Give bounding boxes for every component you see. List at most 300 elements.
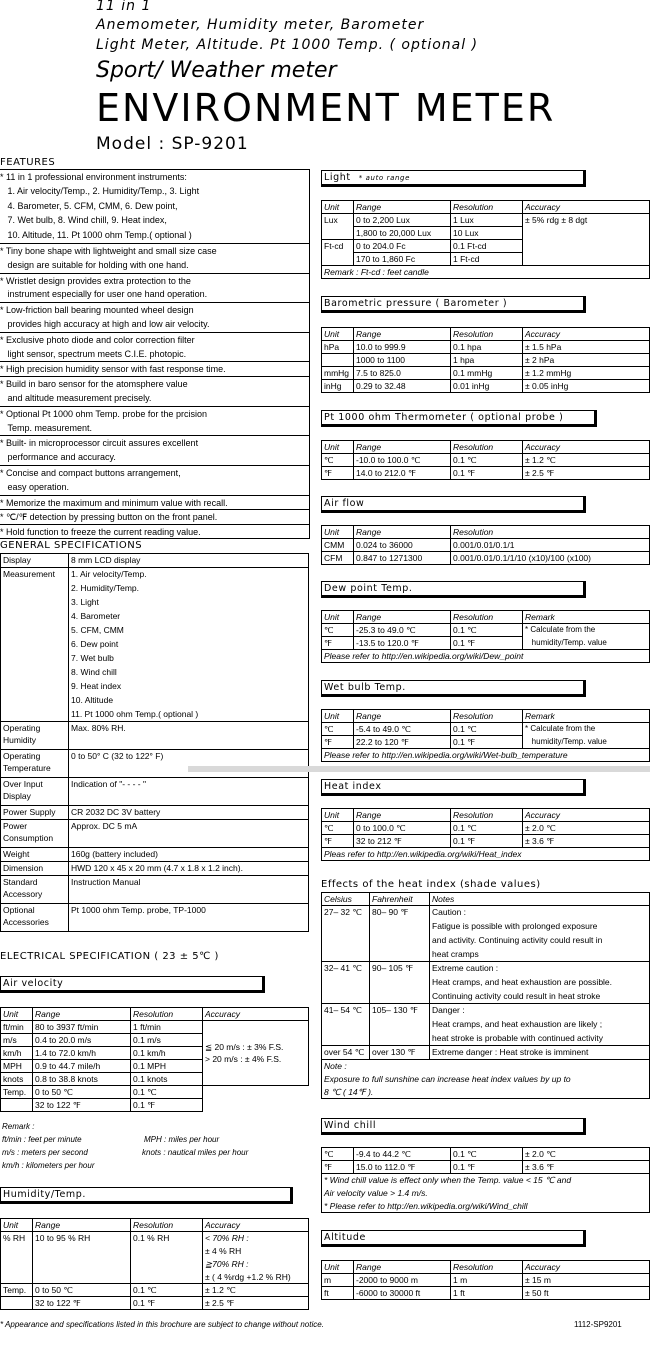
table-cell: 1 hpa — [451, 354, 523, 367]
table-row — [1, 806, 309, 820]
table-cell: 0.29 to 32.48 — [354, 380, 451, 393]
table-cell: Unit — [322, 611, 354, 624]
table-row — [1, 848, 309, 862]
table-cell: * Wind chill value is effect only when the Temp. value < 15 ℃ and — [322, 1174, 650, 1187]
table-row — [322, 637, 650, 650]
table-cell: m — [322, 1274, 354, 1287]
table-cell: 0.001/0.01/0.1/1 — [451, 539, 650, 552]
table-cell: Caution : — [430, 906, 650, 920]
table-cell: ℃ — [322, 454, 354, 467]
table-cell: ± 5% rdg ± 8 dgt — [523, 214, 650, 266]
humidity-table — [0, 1218, 309, 1310]
humidity-title: Humidity/Temp. — [0, 1187, 293, 1204]
page-title: ENVIRONMENT METER — [96, 86, 556, 130]
table-cell: 0.1 km/h — [131, 1047, 203, 1060]
table-cell: 1 Ft-cd — [451, 253, 523, 266]
table-cell: ℉ — [322, 835, 354, 848]
table-cell: ± 15 m — [523, 1274, 650, 1287]
table-cell: 15.0 to 112.0 ℉ — [354, 1161, 451, 1174]
table-cell: 80 to 3937 ft/min — [33, 1021, 131, 1034]
table-cell: HWD 120 x 45 x 20 mm (4.7 x 1.8 x 1.2 inch). — [69, 862, 309, 876]
feature-line: * Wristlet design provides extra protection to the — [0, 273, 310, 288]
feature-line: provides high accuracy at high and low air velocity. — [0, 317, 310, 332]
table-row — [322, 1086, 650, 1099]
heatindex-table — [321, 808, 650, 861]
table-cell: -2000 to 9000 m — [354, 1274, 451, 1287]
feature-line: instrument especially for user one hand operation. — [0, 287, 310, 302]
header-line1: 11 in 1 — [96, 0, 152, 14]
table-row — [322, 328, 650, 341]
table-cell: humidity/Temp. value — [523, 736, 650, 749]
table-cell: 5. CFM, CMM — [69, 624, 309, 638]
table-row — [322, 809, 650, 822]
table-row — [322, 650, 650, 663]
table-row — [322, 201, 650, 214]
footer-code: 1112-SP9201 — [574, 1320, 622, 1329]
table-cell: ± 1.5 hPa — [523, 341, 650, 354]
table-cell: Extreme caution : — [430, 962, 650, 976]
table-cell: Air velocity value > 1.4 m/s. — [322, 1187, 650, 1200]
table-cell: 90– 105 ℉ — [370, 962, 430, 1004]
table-cell: Resolution — [451, 441, 523, 454]
electrical-spec-heading: ELECTRICAL SPECIFICATION ( 23 ± 5℃ ) — [0, 951, 219, 962]
remark-line: knots : nautical miles per hour — [142, 1148, 249, 1157]
feature-line: and altitude measurement precisely. — [0, 391, 310, 406]
table-row — [322, 539, 650, 552]
table-row — [322, 1187, 650, 1200]
airflow-table — [321, 525, 650, 565]
barometer-title: Barometric pressure ( Barometer ) — [321, 296, 586, 313]
table-row — [1, 778, 309, 806]
table-cell: -6000 to 30000 ft — [354, 1287, 451, 1300]
table-row — [322, 1046, 650, 1060]
table-cell: 1000 to 1100 — [354, 354, 451, 367]
table-cell: Accuracy — [523, 809, 650, 822]
table-row — [1, 862, 309, 876]
table-cell: Heat cramps, and heat exhaustion are possible. — [430, 976, 650, 990]
feature-line: * Build in baro sensor for the atomsphere value — [0, 376, 310, 391]
model-number: Model : SP-9201 — [96, 134, 249, 154]
table-cell: Resolution — [451, 611, 523, 624]
table-cell: Operating Humidity — [1, 722, 69, 750]
table-row — [1, 904, 309, 932]
table-cell: Range — [354, 710, 451, 723]
table-cell: ℃ — [322, 1148, 354, 1161]
table-cell: Lux — [322, 214, 354, 240]
table-cell: Over Input Display — [1, 778, 69, 806]
table-cell: MPH — [1, 1060, 33, 1073]
table-cell: Temp. — [1, 1086, 33, 1099]
table-row — [322, 341, 650, 354]
table-cell: m/s — [1, 1034, 33, 1047]
remark-line: Remark : — [2, 1122, 35, 1131]
feature-line: easy operation. — [0, 480, 310, 495]
table-cell: Standard Accessory — [1, 876, 69, 904]
table-cell: 0 to 204.0 Fc — [354, 240, 451, 253]
table-cell: km/h — [1, 1047, 33, 1060]
table-cell: mmHg — [322, 367, 354, 380]
table-cell: Exposure to full sunshine can increase heat index values by up to — [322, 1073, 650, 1086]
table-cell: 8 ℃ ( 14℉ ). — [322, 1086, 650, 1099]
table-cell: Unit — [322, 441, 354, 454]
table-cell: 80– 90 ℉ — [370, 906, 430, 962]
table-cell: ℃ — [322, 624, 354, 637]
table-cell: 4. Barometer — [69, 610, 309, 624]
table-cell: * Calculate from the — [523, 624, 650, 637]
table-cell: Extreme danger : Heat stroke is imminent — [430, 1046, 650, 1060]
table-cell: Fatigue is possible with prolonged exposure — [430, 920, 650, 934]
table-cell: ± ( 4 %rdg +1.2 % RH) — [203, 1271, 309, 1284]
heatindex-title: Heat index — [321, 779, 586, 796]
table-cell: 10.0 to 999.9 — [354, 341, 451, 354]
table-cell: Range — [354, 809, 451, 822]
table-cell: 32– 41 ℃ — [322, 962, 370, 1004]
features-heading: FEATURES — [0, 157, 56, 168]
table-cell: heat stroke is probable with continued activity — [430, 1032, 650, 1046]
table-cell: Fahrenheit — [370, 893, 430, 906]
table-cell: Please refer to http://en.wikipedia.org/wiki/Wet-bulb_temperature — [322, 749, 650, 762]
table-row — [322, 1200, 650, 1213]
table-cell: 170 to 1,860 Fc — [354, 253, 451, 266]
table-cell: ± 3.6 ℉ — [523, 835, 650, 848]
effects-table — [321, 892, 650, 1099]
table-row — [322, 1161, 650, 1174]
table-cell: 10 Lux — [451, 227, 523, 240]
table-cell: Indication of "- - - - " — [69, 778, 309, 806]
table-cell: Dimension — [1, 862, 69, 876]
table-cell: 160g (battery included) — [69, 848, 309, 862]
table-cell: 2. Humidity/Temp. — [69, 582, 309, 596]
table-cell: 0.1 ℉ — [131, 1297, 203, 1310]
general-spec-table — [0, 553, 309, 932]
table-cell: 0.4 to 20.0 m/s — [33, 1034, 131, 1047]
table-cell: -5.4 to 49.0 ℃ — [354, 723, 451, 736]
table-row — [322, 526, 650, 539]
table-cell: 1. Air velocity/Temp. — [69, 568, 309, 582]
table-cell: Temp. — [1, 1284, 33, 1297]
table-cell: Range — [354, 1261, 451, 1274]
table-cell: Unit — [322, 809, 354, 822]
table-cell: 0.8 to 38.8 knots — [33, 1073, 131, 1086]
table-cell: Heat cramps, and heat exhaustion are likely ; — [430, 1018, 650, 1032]
table-row — [322, 749, 650, 762]
table-cell: ℉ — [322, 736, 354, 749]
barometer-table — [321, 327, 650, 393]
table-cell: 0.1 ℉ — [451, 736, 523, 749]
table-cell: Display — [1, 554, 69, 568]
table-row — [1, 1219, 309, 1232]
table-row — [322, 266, 650, 279]
table-cell: 22.2 to 120 ℉ — [354, 736, 451, 749]
table-cell: 0.1 ℃ — [451, 454, 523, 467]
table-cell: 0.1 ℃ — [451, 624, 523, 637]
table-cell: Approx. DC 5 mA — [69, 820, 309, 848]
table-row — [1, 568, 309, 582]
table-cell: Unit — [322, 201, 354, 214]
table-cell: 32 to 212 ℉ — [354, 835, 451, 848]
table-cell: ± 2.0 ℃ — [523, 1148, 650, 1161]
table-cell: Note : — [322, 1060, 650, 1073]
table-cell: Remark — [523, 710, 650, 723]
table-cell: 27– 32 ℃ — [322, 906, 370, 962]
table-cell: and activity. Continuing activity could result in — [430, 934, 650, 948]
table-cell: 0.847 to 1271300 — [354, 552, 451, 565]
table-cell: inHg — [322, 380, 354, 393]
header-line3: Light Meter, Altitude. Pt 1000 Temp. ( optional ) — [96, 37, 479, 53]
table-cell: 0.1 ℉ — [451, 835, 523, 848]
table-cell: Range — [354, 328, 451, 341]
light-table — [321, 200, 650, 279]
table-cell: ± 2 hPa — [523, 354, 650, 367]
feature-line: * Concise and compact buttons arrangement, — [0, 465, 310, 480]
table-cell: Resolution — [451, 1261, 523, 1274]
table-row — [1, 554, 309, 568]
table-cell: Danger : — [430, 1004, 650, 1018]
remark-line: m/s : meters per second — [2, 1148, 88, 1157]
table-cell: Range — [354, 441, 451, 454]
feature-line: * Low-friction ball bearing mounted wheel design — [0, 302, 310, 317]
table-row — [322, 893, 650, 906]
table-cell — [1, 1297, 33, 1310]
feature-line: Temp. measurement. — [0, 421, 310, 436]
table-row — [1, 750, 309, 778]
table-row — [322, 822, 650, 835]
table-cell: -10.0 to 100.0 ℃ — [354, 454, 451, 467]
table-cell: ± 1.2 ℃ — [203, 1284, 309, 1297]
table-row — [1, 1297, 309, 1310]
table-cell: Please refer to http://en.wikipedia.org/wiki/Dew_point — [322, 650, 650, 663]
table-cell: CMM — [322, 539, 354, 552]
airflow-title: Air flow — [321, 496, 586, 513]
table-cell: -13.5 to 120.0 ℉ — [354, 637, 451, 650]
table-row — [1, 876, 309, 904]
feature-line: * 11 in 1 professional environment instruments: — [0, 169, 310, 184]
table-cell: ≧70% RH : — [203, 1258, 309, 1271]
table-cell: ± 1.2 ℃ — [523, 454, 650, 467]
table-row — [322, 354, 650, 367]
feature-line: * Memorize the maximum and minimum value with recall. — [0, 495, 310, 510]
table-cell: Pt 1000 ohm Temp. probe, TP-1000 — [69, 904, 309, 932]
table-cell: 0.1 m/s — [131, 1034, 203, 1047]
table-cell: 10 to 95 % RH — [33, 1232, 131, 1284]
table-cell: ± 2.5 ℉ — [523, 467, 650, 480]
table-cell: 9. Heat index — [69, 680, 309, 694]
table-cell: 1 Lux — [451, 214, 523, 227]
table-cell: 105– 130 ℉ — [370, 1004, 430, 1046]
table-cell: Power Consumption — [1, 820, 69, 848]
table-cell: ± 2.5 ℉ — [203, 1297, 309, 1310]
table-cell: Pleas refer to http://en.wikipedia.org/wiki/Heat_index — [322, 848, 650, 861]
table-cell: Operating Temperature — [1, 750, 69, 778]
table-cell: * Please refer to http://en.wikipedia.org/wiki/Wind_chill — [322, 1200, 650, 1213]
table-cell: ℃ — [322, 822, 354, 835]
table-cell: Remark — [523, 611, 650, 624]
table-cell: 0 to 50 ℃ — [33, 1284, 131, 1297]
table-cell: 0.1 ℉ — [451, 467, 523, 480]
table-cell: 0.001/0.01/0.1/1/10 (x10)/100 (x100) — [451, 552, 650, 565]
table-cell: Accuracy — [523, 201, 650, 214]
table-cell: 0.1 ℃ — [131, 1284, 203, 1297]
remark-line: MPH : miles per hour — [144, 1135, 220, 1144]
table-cell: Optional Accessories — [1, 904, 69, 932]
table-row — [322, 214, 650, 227]
table-cell: Resolution — [131, 1008, 203, 1021]
table-row — [1, 820, 309, 848]
table-cell: < 70% RH : — [203, 1232, 309, 1245]
header-subtitle: Sport/ Weather meter — [96, 58, 337, 83]
table-cell: Range — [33, 1219, 131, 1232]
table-cell: ± 2.0 ℃ — [523, 822, 650, 835]
air-velocity-table — [0, 1007, 309, 1112]
table-cell — [1, 1099, 33, 1112]
table-cell: Range — [33, 1008, 131, 1021]
table-row — [1, 1284, 309, 1297]
feature-line: 7. Wet bulb, 8. Wind chill, 9. Heat index, — [0, 213, 310, 228]
table-row — [322, 1287, 650, 1300]
table-cell: 11. Pt 1000 ohm Temp.( optional ) — [69, 708, 309, 722]
separator-bar — [188, 766, 650, 772]
table-cell: Unit — [1, 1008, 33, 1021]
table-row — [322, 380, 650, 393]
table-row — [322, 1073, 650, 1086]
table-row — [322, 467, 650, 480]
table-cell: 7.5 to 825.0 — [354, 367, 451, 380]
table-cell: 0.1 ℃ — [451, 723, 523, 736]
light-title: Light * auto range — [321, 170, 586, 187]
remark-line: ft/min : feet per minute — [2, 1135, 82, 1144]
table-row — [322, 1274, 650, 1287]
table-cell: 0.9 to 44.7 mile/h — [33, 1060, 131, 1073]
feature-line: 10. Altitude, 11. Pt 1000 ohm Temp.( optional ) — [0, 228, 310, 243]
table-cell: Power Supply — [1, 806, 69, 820]
altitude-title: Altitude — [321, 1230, 586, 1247]
feature-line: 4. Barometer, 5. CFM, CMM, 6. Dew point, — [0, 199, 310, 214]
table-row — [1, 722, 309, 750]
table-row — [322, 552, 650, 565]
table-cell: 0 to 50 ℃ — [33, 1086, 131, 1099]
feature-line: performance and accuracy. — [0, 450, 310, 465]
table-cell: Range — [354, 201, 451, 214]
header-line2: Anemometer, Humidity meter, Barometer — [96, 17, 425, 33]
table-cell: ± 4 % RH — [203, 1245, 309, 1258]
features-list — [0, 169, 310, 539]
accuracy-line: > 20 m/s : ± 4% F.S. — [205, 1054, 282, 1064]
table-cell: 0.1 hpa — [451, 341, 523, 354]
feature-line: * High precision humidity sensor with fast response time. — [0, 361, 310, 376]
effects-heading: Effects of the heat index (shade values) — [321, 879, 541, 890]
table-cell: ℉ — [322, 467, 354, 480]
table-cell: Range — [354, 526, 451, 539]
table-row — [322, 454, 650, 467]
table-cell — [203, 1086, 309, 1112]
remark-line: km/h : kilometers per hour — [2, 1161, 95, 1170]
table-cell: Range — [354, 611, 451, 624]
table-cell: 0.1 ℉ — [131, 1099, 203, 1112]
altitude-table — [321, 1260, 650, 1300]
table-cell: Resolution — [451, 201, 523, 214]
feature-line: * Hold function to freeze the current reading value. — [0, 524, 310, 539]
table-cell: 1 ft — [451, 1287, 523, 1300]
table-row — [322, 1060, 650, 1073]
feature-line: * Exclusive photo diode and color correction filter — [0, 332, 310, 347]
table-cell: 0.1 % RH — [131, 1232, 203, 1284]
table-cell: Remark : Ft-cd : feet candle — [322, 266, 650, 279]
table-cell: humidity/Temp. value — [523, 637, 650, 650]
table-cell: 8 mm LCD display — [69, 554, 309, 568]
table-row — [322, 835, 650, 848]
table-row — [322, 962, 650, 976]
table-cell: Unit — [1, 1219, 33, 1232]
table-cell: heat cramps — [430, 948, 650, 962]
table-cell: 0 to 100.0 ℃ — [354, 822, 451, 835]
table-cell: 0.1 ℉ — [451, 637, 523, 650]
table-cell: Resolution — [131, 1219, 203, 1232]
table-cell — [322, 354, 354, 367]
table-cell: Resolution — [451, 710, 523, 723]
table-cell: Accuracy — [203, 1008, 309, 1021]
table-cell: 7. Wet bulb — [69, 652, 309, 666]
table-cell: ft/min — [1, 1021, 33, 1034]
feature-line: * Tiny bone shape with lightweight and small size case — [0, 243, 310, 258]
table-cell: 1 ft/min — [131, 1021, 203, 1034]
table-cell: 0.1 ℃ — [131, 1086, 203, 1099]
table-cell: -9.4 to 44.2 ℃ — [354, 1148, 451, 1161]
table-cell: Continuing activity could result in heat stroke — [430, 990, 650, 1004]
air-velocity-title: Air velocity — [0, 976, 265, 993]
table-cell: 6. Dew point — [69, 638, 309, 652]
table-cell: ± 0.05 inHg — [523, 380, 650, 393]
table-cell: 41– 54 ℃ — [322, 1004, 370, 1046]
pt1000-title: Pt 1000 ohm Thermometer ( optional probe ) — [321, 410, 597, 427]
feature-line: * Built- in microprocessor circuit assures excellent — [0, 435, 310, 450]
windchill-table — [321, 1147, 650, 1213]
table-row — [322, 1004, 650, 1018]
table-cell: 0.1 ℃ — [451, 822, 523, 835]
table-cell: 1 m — [451, 1274, 523, 1287]
table-cell: 0.1 Ft-cd — [451, 240, 523, 253]
feature-line: * ℃/℉ detection by pressing button on the front panel. — [0, 509, 310, 524]
footer-note: * Appearance and specifications listed in this brochure are subject to change without notice. — [0, 1320, 324, 1329]
table-row — [322, 710, 650, 723]
table-cell: Accuracy — [523, 441, 650, 454]
wetbulb-table — [321, 709, 650, 762]
table-cell: 10. Altitude — [69, 694, 309, 708]
table-cell: Unit — [322, 1261, 354, 1274]
table-row — [1, 1232, 309, 1245]
table-row — [322, 906, 650, 920]
table-cell: ℃ — [322, 723, 354, 736]
table-row — [322, 441, 650, 454]
table-cell: CR 2032 DC 3V battery — [69, 806, 309, 820]
table-cell: Celsius — [322, 893, 370, 906]
table-cell: 0.1 knots — [131, 1073, 203, 1086]
table-cell: 14.0 to 212.0 ℉ — [354, 467, 451, 480]
table-row — [322, 1261, 650, 1274]
table-cell: -25.3 to 49.0 ℃ — [354, 624, 451, 637]
table-cell: hPa — [322, 341, 354, 354]
table-row — [322, 848, 650, 861]
wetbulb-title: Wet bulb Temp. — [321, 680, 586, 697]
table-cell: Unit — [322, 328, 354, 341]
table-cell: ft — [322, 1287, 354, 1300]
table-cell: 32 to 122 ℉ — [33, 1099, 131, 1112]
pt1000-table — [321, 440, 650, 480]
table-cell: Unit — [322, 710, 354, 723]
table-row — [1, 1086, 309, 1099]
table-cell: Resolution — [451, 328, 523, 341]
table-cell: Accuracy — [523, 328, 650, 341]
table-row — [322, 611, 650, 624]
